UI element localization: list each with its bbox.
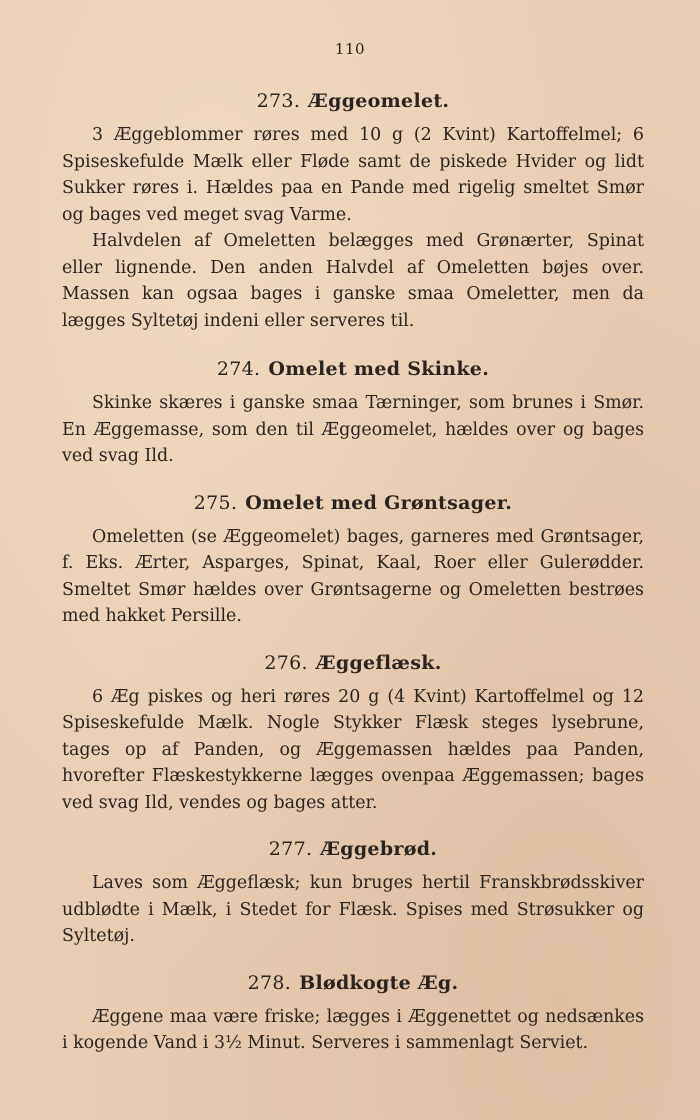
recipe-paragraph: Skinke skæres i ganske smaa Tærninger, som brunes i Smør. En Æggemasse, som den til Æggeomelet, hældes over og bages ved svag Ild. — [62, 393, 644, 466]
recipe-278 — [62, 970, 644, 1057]
recipe-number: 274. — [216, 358, 261, 380]
recipe-paragraph: Omeletten (se Æggeomelet) bages, garneres med Grøntsager, f. Eks. Ærter, Asparges, Spinat, Kaal, Roer eller Gulerødder. Smeltet Smør hældes over Grøntsagerne og Omeletten bestrøes med hakket Persille. — [62, 526, 644, 626]
recipe-number: 278. — [247, 971, 292, 994]
recipe-heading — [62, 650, 644, 676]
page-content — [62, 88, 644, 1073]
recipe-277 — [62, 836, 644, 950]
recipe-paragraph: 3 Æggeblommer røres med 10 g (2 Kvint) Kartoffelmel; 6 Spiseskefulde Mælk eller Fløde samt de piskede Hvider og lidt Sukker røres i. Hældes paa en Pande med rigelig smeltet Smør og bages ved meget svag Varme. — [62, 125, 644, 225]
recipe-paragraph: Æggene maa være friske; lægges i Æggenettet og nedsænkes i kogende Vand i 3½ Minut. Serveres i sammenlagt Serviet. — [62, 1006, 644, 1053]
recipe-title: Æggebrød. — [320, 838, 438, 860]
recipe-heading — [62, 88, 644, 114]
recipe-title: Blødkogte Æg. — [299, 971, 459, 994]
page-number: 110 — [334, 40, 366, 58]
recipe-number: 277. — [268, 838, 313, 860]
recipe-276 — [62, 650, 644, 817]
recipe-title: Omelet med Skinke. — [268, 358, 490, 380]
recipe-paragraph: Halvdelen af Omeletten belægges med Grønærter, Spinat eller lignende. Den anden Halvdel af Omeletten bøjes over. Massen kan ogsaa bages i ganske smaa Omeletter, men da lægges Syltetøj indeni eller serveres til. — [62, 231, 644, 331]
recipe-heading — [62, 490, 644, 516]
recipe-number: 275. — [193, 491, 238, 514]
recipe-275 — [62, 490, 644, 630]
recipe-paragraph: Laves som Æggeflæsk; kun bruges hertil Franskbrødsskiver udblødte i Mælk, i Stedet for Flæsk. Spises med Strøsukker og Syltetøj. — [62, 873, 644, 946]
recipe-number: 273. — [256, 90, 301, 112]
recipe-heading — [62, 356, 644, 382]
recipe-title: Æggeomelet. — [308, 90, 450, 112]
recipe-274 — [62, 356, 644, 470]
recipe-title: Æggeflæsk. — [315, 651, 442, 674]
recipe-paragraph: 6 Æg piskes og heri røres 20 g (4 Kvint) Kartoffelmel og 12 Spiseskefulde Mælk. Nogle Stykker Flæsk steges lysebrune, tages op af Panden, og Æggemassen hældes paa Panden, hvorefter Flæskestykkerne lægges ovenpaa Æggemassen; bages ved svag Ild, vendes og bages atter. — [62, 686, 644, 813]
recipe-273 — [62, 88, 644, 334]
recipe-title: Omelet med Grøntsager. — [245, 491, 513, 514]
recipe-number: 276. — [264, 651, 308, 674]
recipe-heading — [62, 836, 644, 862]
recipe-heading — [62, 970, 644, 996]
